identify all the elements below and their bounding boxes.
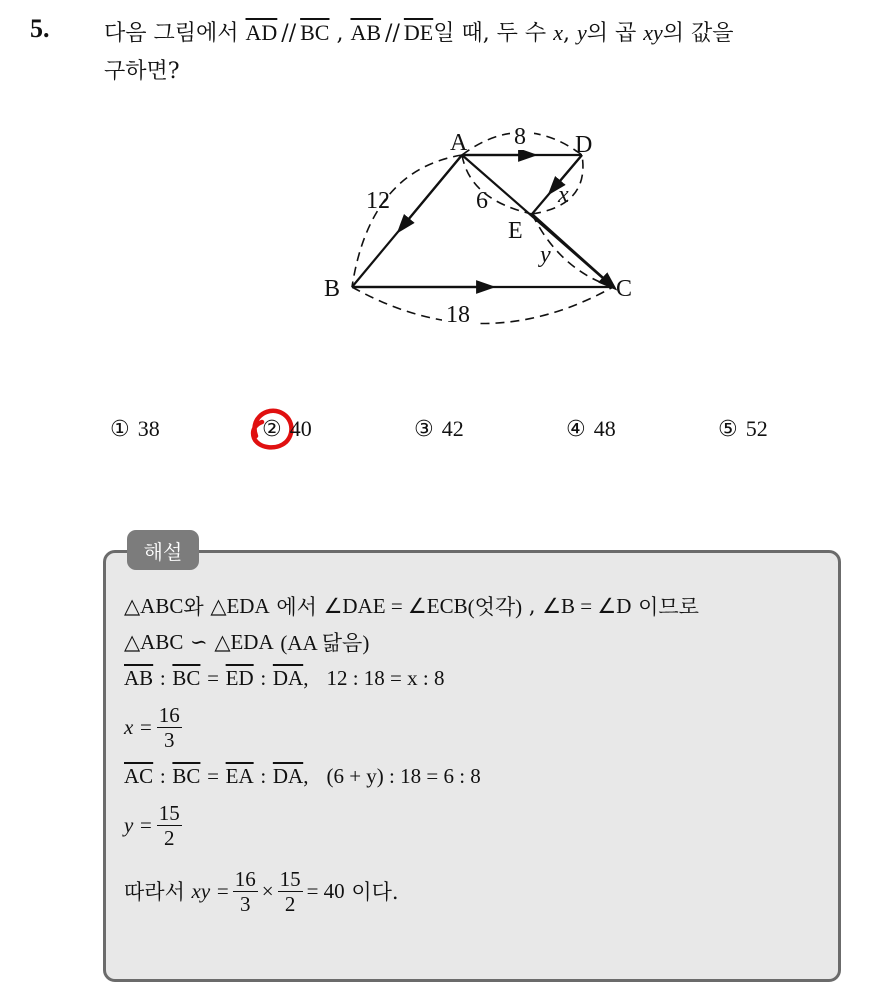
segment-ad: $\overline{AD}$: [245, 20, 278, 45]
comma: ,: [336, 21, 344, 46]
point-e: E: [508, 218, 523, 244]
comma: ,: [303, 763, 309, 788]
comma: ,: [303, 665, 309, 690]
fraction: [157, 703, 182, 752]
choice-value: 52: [745, 416, 768, 441]
question-mid2: 의 곱: [586, 21, 637, 46]
equals: =: [216, 878, 229, 903]
choice-4[interactable]: [566, 416, 616, 442]
comma: ,: [562, 21, 570, 46]
choice-5[interactable]: [718, 416, 768, 442]
variable-y: y: [576, 20, 587, 45]
result: = 40: [306, 878, 345, 903]
denominator: 2: [164, 825, 175, 850]
equation-lhs: y =: [124, 812, 153, 837]
point-a: A: [450, 130, 468, 156]
label-ec-y: y: [540, 242, 551, 268]
segment: $\overline{BC}$: [172, 665, 201, 690]
geometry-figure: [300, 110, 660, 340]
label-ad-length: 8: [514, 124, 526, 150]
solution-line-7: [124, 856, 829, 926]
solution-tag: 해설: [127, 530, 199, 570]
solution-line-3: [124, 660, 829, 696]
variable-x: x: [553, 20, 563, 45]
segment: $\overline{ED}$: [225, 665, 254, 690]
text: 따라서: [124, 880, 185, 904]
triangle-eda: △EDA: [214, 629, 274, 654]
choice-3[interactable]: [414, 416, 464, 442]
point-d: D: [575, 132, 593, 158]
choice-1[interactable]: [110, 416, 160, 442]
solution-content: [124, 588, 829, 926]
choice-value: 48: [593, 416, 616, 441]
text: 이므로: [638, 595, 699, 619]
segment: $\overline{DA}$: [272, 665, 304, 690]
angle-equation: ∠DAE = ∠ECB: [323, 593, 468, 618]
parallel-symbol: //: [385, 21, 400, 46]
point-c: C: [616, 276, 633, 302]
segment-de: $\overline{DE}$: [403, 20, 434, 45]
text: (엇각): [467, 595, 523, 619]
segment: $\overline{AC}$: [124, 763, 154, 788]
triangle-abc: △ABC: [124, 629, 184, 654]
choice-mark: ③: [414, 416, 434, 442]
numerator: 16: [234, 866, 256, 891]
text: 이다.: [351, 880, 399, 904]
solution-line-1: [124, 588, 829, 624]
text: 와: [183, 595, 204, 619]
text: (AA 닮음): [280, 631, 370, 655]
colon: :: [260, 763, 267, 788]
triangle-eda: △EDA: [210, 593, 270, 618]
segment: $\overline{AB}$: [124, 665, 154, 690]
denominator: 3: [239, 891, 251, 916]
colon: :: [260, 665, 267, 690]
question-number: 5.: [30, 14, 50, 43]
label-ab-length: 12: [366, 188, 390, 214]
solution-line-6: [124, 794, 829, 856]
segment-bc: $\overline{BC}$: [300, 20, 330, 45]
question-mid: 일 때, 두 수: [433, 21, 547, 46]
parallel-symbol: //: [281, 21, 297, 46]
arc-bc: [352, 287, 613, 324]
segment: $\overline{DA}$: [272, 763, 304, 788]
colon: :: [159, 763, 166, 788]
solution-line-5: [124, 758, 829, 794]
comma: ,: [528, 594, 536, 618]
colon: :: [159, 665, 166, 690]
equation-lhs: x =: [124, 714, 153, 739]
segment: $\overline{BC}$: [172, 763, 201, 788]
choice-2[interactable]: [262, 416, 312, 442]
choice-value: 38: [137, 416, 160, 441]
similar-symbol: ∽: [190, 630, 208, 654]
times: ×: [261, 878, 274, 903]
equals: =: [207, 763, 219, 788]
variable-xy: xy: [643, 20, 663, 45]
solution-line-2: [124, 624, 829, 660]
answer-choices: [0, 410, 884, 454]
variable-xy: xy: [191, 878, 211, 903]
segment-ab: $\overline{AB}$: [350, 20, 382, 45]
segment: $\overline{EA}$: [225, 763, 254, 788]
arrow-ab: [403, 155, 462, 226]
ratio-equation: (6 + y) : 18 = 6 : 8: [326, 763, 481, 788]
choice-mark: ②: [262, 416, 282, 442]
question-line2: 구하면?: [104, 59, 180, 84]
fraction: [233, 867, 258, 916]
choice-value: 42: [441, 416, 464, 441]
label-ed-x: x: [558, 182, 569, 208]
choice-mark: ⑤: [718, 416, 738, 442]
question-text: [104, 14, 874, 91]
fraction: [278, 867, 303, 916]
numerator: 15: [279, 866, 301, 891]
choice-mark: ④: [566, 416, 586, 442]
triangle-abc: △ABC: [124, 593, 184, 618]
fraction: [157, 801, 182, 850]
ratio-equation: 12 : 18 = x : 8: [326, 665, 445, 690]
numerator: 15: [158, 800, 180, 825]
point-b: B: [324, 276, 341, 302]
equals: =: [207, 665, 219, 690]
numerator: 16: [158, 702, 180, 727]
choice-mark: ①: [110, 416, 130, 442]
denominator: 2: [284, 891, 296, 916]
choice-value: 40: [289, 416, 312, 441]
label-ae-length: 6: [476, 188, 488, 214]
solution-line-4: [124, 696, 829, 758]
question-end: 의 값을: [662, 21, 734, 46]
label-bc-length: 18: [446, 302, 470, 328]
text: 에서: [276, 595, 317, 619]
denominator: 3: [164, 727, 175, 752]
angle-equation: ∠B = ∠D: [542, 593, 632, 618]
question-intro: 다음 그림에서: [104, 21, 239, 46]
